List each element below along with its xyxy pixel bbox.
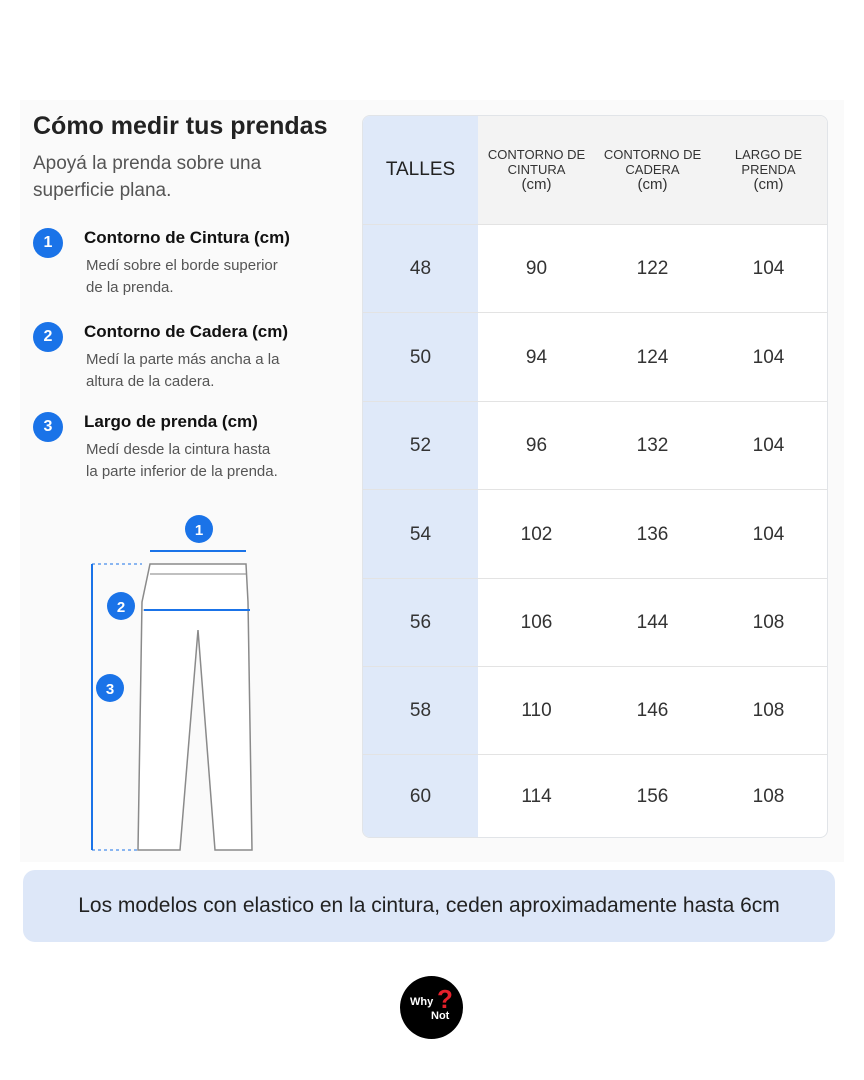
table-row xyxy=(363,489,827,579)
logo-text-not: Not xyxy=(431,1010,450,1022)
cell-largo: 108 xyxy=(752,700,785,721)
size-table xyxy=(362,115,828,838)
header-cintura: CONTORNO DE CINTURA (cm) xyxy=(487,147,586,193)
cell-largo: 108 xyxy=(752,785,785,807)
table-row xyxy=(363,578,827,667)
step-description: Medí la parte más ancha a la altura de la cadera. xyxy=(86,351,280,390)
logo-text-why: Why xyxy=(410,996,434,1008)
cell-largo: 104 xyxy=(752,435,785,456)
step-title: Largo de prenda (cm) xyxy=(84,412,258,431)
cell-talle: 56 xyxy=(409,612,432,633)
svg-text:2: 2 xyxy=(116,599,126,616)
cell-talle: 50 xyxy=(409,346,432,368)
elastic-note-text: Los modelos con elastico en la cintura, ceden aproximadamente hasta 6cm xyxy=(78,894,780,917)
diagram-marker-3 xyxy=(96,674,124,702)
table-row xyxy=(363,401,827,490)
header-cadera: CONTORNO DE CADERA (cm) xyxy=(603,147,702,193)
logo-question-mark: ? xyxy=(437,984,453,1014)
table-row xyxy=(363,224,827,313)
step-title: Contorno de Cadera (cm) xyxy=(84,322,289,341)
pants-outline-icon xyxy=(138,564,252,850)
cell-cintura: 102 xyxy=(520,523,553,545)
cell-cadera: 132 xyxy=(636,435,669,456)
diagram-marker-1 xyxy=(185,515,213,543)
header-talles: TALLES xyxy=(385,159,456,180)
cell-largo: 104 xyxy=(752,346,785,368)
step-description: Medí desde la cintura hasta la parte inferior de la prenda. xyxy=(86,441,278,480)
page-title: Cómo medir tus prendas xyxy=(33,112,328,140)
cell-cintura: 94 xyxy=(525,346,548,368)
cell-cintura: 106 xyxy=(520,612,553,633)
cell-cintura: 114 xyxy=(521,785,552,807)
table-row xyxy=(363,666,827,755)
cell-cintura: 110 xyxy=(521,700,552,721)
diagram-marker-2 xyxy=(107,592,135,620)
cell-talle: 48 xyxy=(409,258,432,279)
cell-talle: 58 xyxy=(409,700,432,721)
svg-text:1: 1 xyxy=(194,522,204,539)
cell-cadera: 136 xyxy=(636,523,669,545)
page-subtitle: Apoyá la prenda sobre una superficie plana. xyxy=(33,153,262,201)
step-number-badge: 3 xyxy=(33,412,63,442)
step-number-badge: 1 xyxy=(33,228,63,258)
cell-cadera: 122 xyxy=(636,258,669,279)
cell-cintura: 90 xyxy=(525,258,548,279)
step-description: Medí sobre el borde superior de la prenda. xyxy=(86,257,278,296)
cell-talle: 60 xyxy=(409,785,432,807)
table-row xyxy=(363,312,827,402)
cell-cintura: 96 xyxy=(525,435,548,456)
header-largo: LARGO DE PRENDA (cm) xyxy=(734,147,803,193)
pants-diagram xyxy=(80,512,260,857)
cell-talle: 54 xyxy=(409,523,432,545)
cell-talle: 52 xyxy=(409,435,432,456)
step-number-badge: 2 xyxy=(33,322,63,352)
cell-largo: 108 xyxy=(752,612,785,633)
cell-cadera: 124 xyxy=(636,346,669,368)
cell-largo: 104 xyxy=(752,258,785,279)
cell-largo: 104 xyxy=(752,523,785,545)
step-title: Contorno de Cintura (cm) xyxy=(84,228,290,247)
table-row xyxy=(363,754,827,838)
svg-text:3: 3 xyxy=(105,681,115,698)
cell-cadera: 146 xyxy=(636,700,669,721)
cell-cadera: 144 xyxy=(636,612,669,633)
cell-cadera: 156 xyxy=(636,785,669,807)
elastic-note xyxy=(23,870,835,942)
why-not-logo xyxy=(400,976,463,1039)
